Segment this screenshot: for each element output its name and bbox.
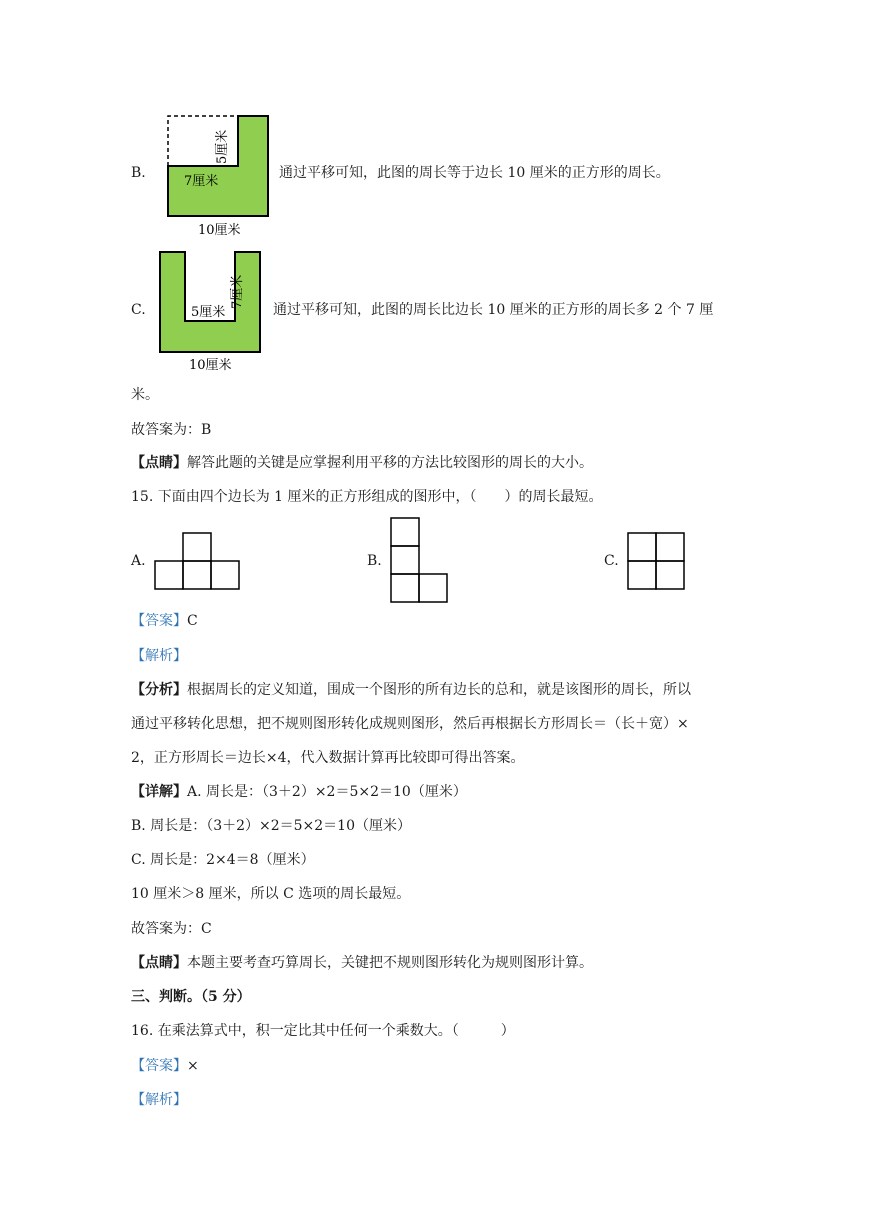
q14-answer: 故答案为：B	[131, 422, 212, 438]
option-b-label-inner: 7厘米	[184, 174, 219, 189]
q15-xiangjie-line-2: B. 周长是：（3＋2）×2＝5×2＝10（厘米）	[131, 818, 411, 834]
option-c-label-bottom: 10厘米	[189, 358, 232, 373]
option-c-text-cont: 米。	[131, 387, 159, 403]
q16-answer	[131, 1056, 199, 1076]
q15-tip-text: 本题主要考查巧算周长，关键把不规则图形转化为规则图形计算。	[187, 955, 593, 971]
q15-xiangjie-text-1: A. 周长是：（3＋2）×2＝5×2＝10（厘米）	[187, 784, 467, 800]
q15-final-answer: 故答案为：C	[131, 921, 212, 937]
q15-tip-tag: 【点睛】	[131, 955, 187, 971]
option-c-label-inner: 5厘米	[191, 305, 226, 320]
q15-answer	[131, 611, 198, 631]
option-c-text: 通过平移可知，此图的周长比边长 10 厘米的正方形的周长多 2 个 7 厘	[273, 302, 714, 318]
q16-analysis-tag: 【解析】	[131, 1092, 187, 1108]
q14-tip-tag: 【点睛】	[131, 455, 187, 471]
q14-tip-text: 解答此题的关键是应掌握利用平移的方法比较图形的周长的大小。	[187, 455, 593, 471]
q15-option-a-figure	[150, 528, 245, 594]
q16-answer-value: ×	[187, 1058, 199, 1074]
q15-analysis-tag: 【解析】	[131, 648, 187, 664]
q15-option-c-figure	[623, 528, 689, 594]
q15-option-a-letter: A.	[131, 553, 146, 569]
q15-question: 15. 下面由四个边长为 1 厘米的正方形组成的图形中，（ ）的周长最短。	[131, 489, 603, 505]
option-c-letter: C.	[131, 302, 146, 318]
q15-xiangjie-line-1	[131, 782, 467, 802]
q15-answer-tag: 【答案】	[131, 613, 187, 629]
option-b-text: 通过平移可知，此图的周长等于边长 10 厘米的正方形的周长。	[279, 165, 670, 181]
q15-fenxi-line-2: 通过平移转化思想，把不规则图形转化成规则图形，然后再根据长方形周长＝（长＋宽）×	[131, 716, 689, 732]
option-c-figure	[155, 247, 275, 377]
q15-fenxi-line-3: 2，正方形周长＝边长×4，代入数据计算再比较即可得出答案。	[131, 750, 525, 766]
q16-question: 16. 在乘法算式中，积一定比其中任何一个乘数大。（ ）	[131, 1023, 515, 1039]
q15-fenxi-text-1: 根据周长的定义知道，围成一个图形的所有边长的总和，就是该图形的周长，所以	[187, 682, 691, 698]
q15-fenxi-line-1	[131, 680, 691, 700]
option-b-letter: B.	[131, 165, 146, 181]
q15-fenxi-tag: 【分析】	[131, 682, 187, 698]
option-b-label-side: 5厘米	[215, 129, 230, 164]
section-3-title: 三、判断。（5 分）	[131, 989, 251, 1005]
option-b-label-bottom: 10厘米	[198, 223, 241, 238]
q15-xiangjie-line-3: C. 周长是：2×4＝8（厘米）	[131, 852, 315, 868]
option-c-label-side: 7厘米	[230, 274, 245, 309]
q15-option-b-letter: B.	[367, 553, 382, 569]
q15-xiangjie-line-4: 10 厘米＞8 厘米，所以 C 选项的周长最短。	[131, 886, 411, 902]
q15-xiangjie-tag: 【详解】	[131, 784, 187, 800]
q15-option-c-letter: C.	[604, 553, 619, 569]
q14-tip	[131, 453, 593, 473]
q15-tip	[131, 953, 593, 973]
q15-option-b-figure	[386, 513, 452, 608]
q16-answer-tag: 【答案】	[131, 1058, 187, 1074]
option-b-figure	[160, 110, 280, 240]
q15-answer-value: C	[187, 613, 198, 629]
